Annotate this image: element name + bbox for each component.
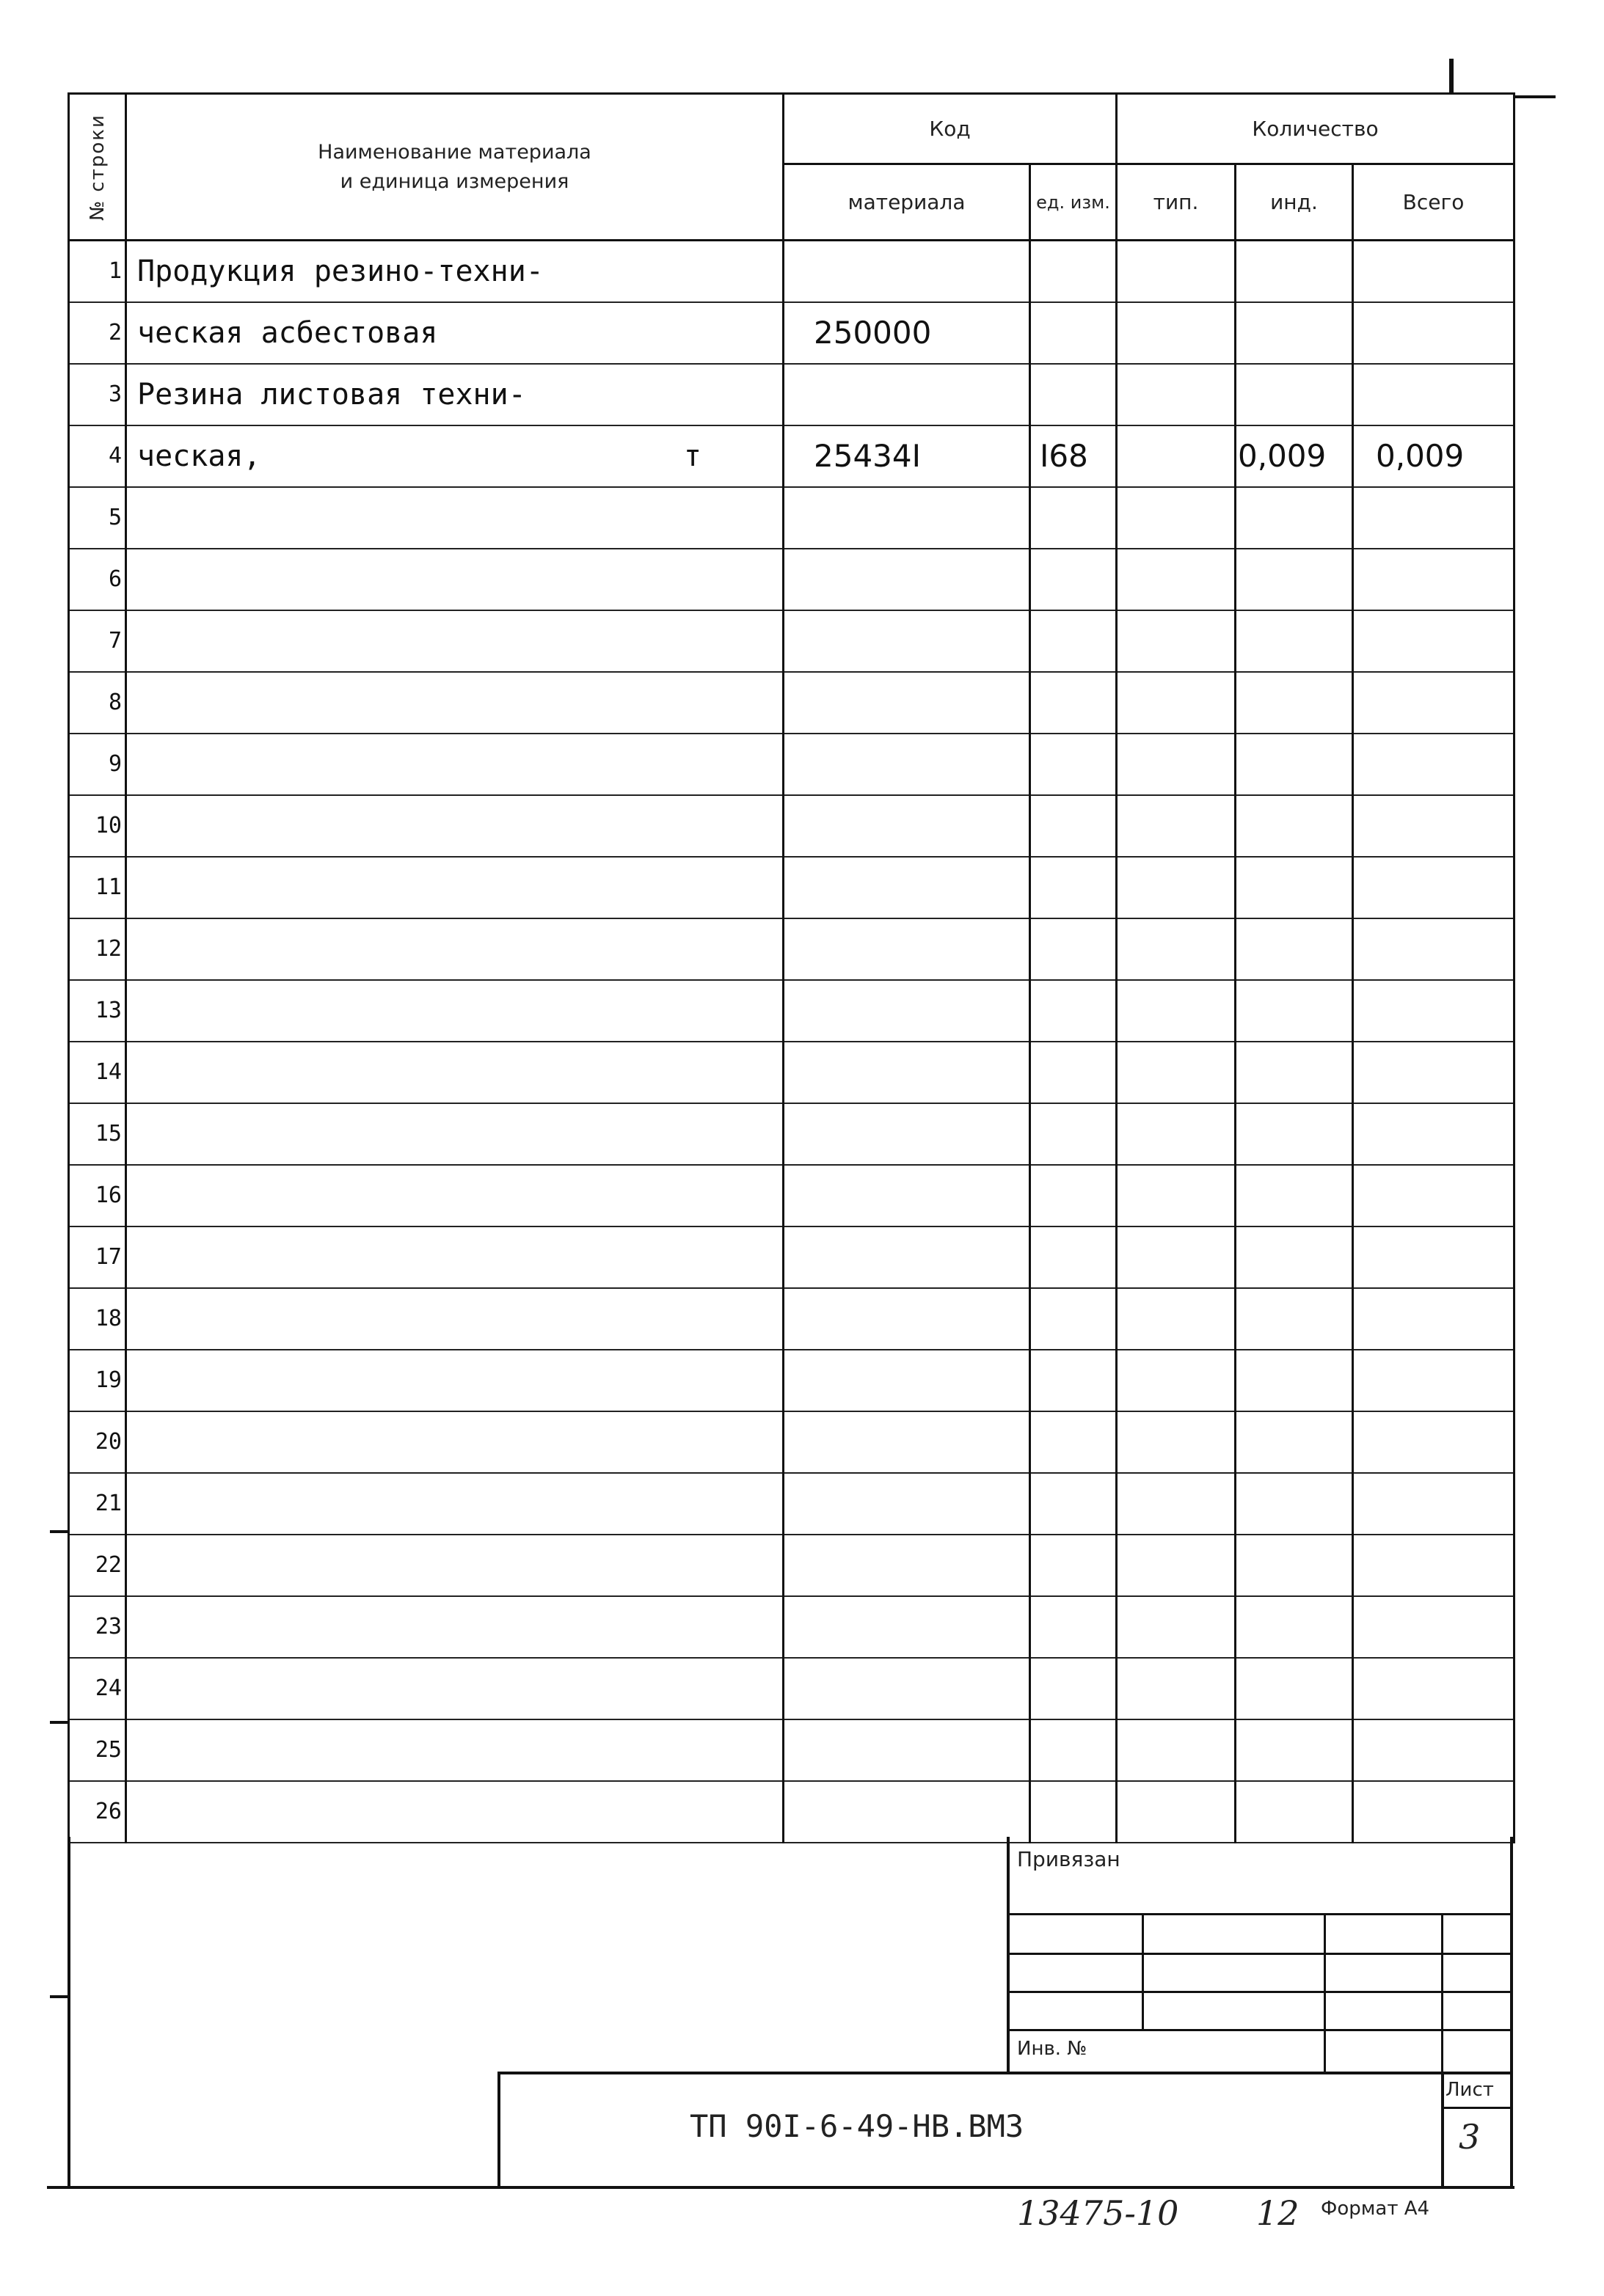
material-code: 25434I — [784, 425, 1030, 487]
table-row — [69, 1411, 1514, 1473]
qty-ind — [1236, 1596, 1353, 1658]
unit-code — [1030, 1535, 1117, 1596]
material-code — [784, 795, 1030, 857]
material-code — [784, 918, 1030, 980]
material-name — [126, 364, 784, 425]
qty-ind — [1236, 795, 1353, 857]
unit-code — [1030, 795, 1117, 857]
qty-total — [1353, 1103, 1514, 1165]
material-name — [126, 1103, 784, 1165]
material-name-header: Наименование материала и единица измерения — [126, 94, 784, 241]
qty-ind-header: инд. — [1236, 164, 1353, 241]
row-number: 8 — [69, 672, 126, 734]
material-name-text: Продукция резино-техни- — [137, 254, 544, 288]
quantity-group-header: Количество — [1117, 94, 1514, 164]
qty-ind — [1236, 672, 1353, 734]
material-name — [126, 302, 784, 364]
qty-ind — [1236, 1535, 1353, 1596]
material-code — [784, 1719, 1030, 1781]
material-code — [784, 1288, 1030, 1350]
measure-unit: т — [683, 439, 701, 473]
material-name — [126, 1288, 784, 1350]
material-name — [126, 1226, 784, 1288]
row-number: 22 — [69, 1535, 126, 1596]
material-code — [784, 549, 1030, 610]
qty-ind — [1236, 1103, 1353, 1165]
qty-type — [1117, 1781, 1236, 1843]
qty-type — [1117, 610, 1236, 672]
table-row — [69, 302, 1514, 364]
material-name — [126, 1596, 784, 1658]
code-group-header: Код — [784, 94, 1117, 164]
qty-ind — [1236, 610, 1353, 672]
qty-total — [1353, 1719, 1514, 1781]
material-code — [784, 1350, 1030, 1411]
document-code: ТП 90I-6-49-НВ.ВМЗ — [690, 2108, 1024, 2144]
qty-total — [1353, 1350, 1514, 1411]
qty-total — [1353, 1596, 1514, 1658]
divider — [1324, 1915, 1326, 2074]
material-name — [126, 487, 784, 549]
frame-bottom-line — [47, 2186, 1514, 2189]
row-number: 11 — [69, 857, 126, 918]
table-body — [69, 241, 1514, 1843]
divider — [1142, 1915, 1144, 2029]
qty-total — [1353, 980, 1514, 1042]
qty-type — [1117, 795, 1236, 857]
qty-total — [1353, 734, 1514, 795]
qty-total-header: Всего — [1353, 164, 1514, 241]
qty-total — [1353, 364, 1514, 425]
unit-code — [1030, 1226, 1117, 1288]
unit-code — [1030, 1719, 1117, 1781]
table-row — [69, 734, 1514, 795]
qty-total — [1353, 549, 1514, 610]
row-number: 25 — [69, 1719, 126, 1781]
row-number: 6 — [69, 549, 126, 610]
table-row — [69, 1103, 1514, 1165]
table-row — [69, 857, 1514, 918]
material-name — [126, 1658, 784, 1719]
row-number: 23 — [69, 1596, 126, 1658]
table-row — [69, 795, 1514, 857]
materials-table — [68, 92, 1515, 1843]
qty-ind — [1236, 1658, 1353, 1719]
row-number: 14 — [69, 1042, 126, 1103]
qty-total — [1353, 241, 1514, 302]
divider — [1441, 1915, 1443, 2074]
qty-type — [1117, 1350, 1236, 1411]
divider — [1007, 1953, 1513, 1955]
qty-total — [1353, 1288, 1514, 1350]
qty-ind — [1236, 1165, 1353, 1226]
qty-type — [1117, 425, 1236, 487]
row-number: 16 — [69, 1165, 126, 1226]
inventory-label: Инв. № — [1017, 2038, 1087, 2060]
unit-code — [1030, 1042, 1117, 1103]
unit-code — [1030, 672, 1117, 734]
qty-total — [1353, 1473, 1514, 1535]
material-name — [126, 1165, 784, 1226]
material-code — [784, 1473, 1030, 1535]
qty-type — [1117, 302, 1236, 364]
material-name — [126, 857, 784, 918]
row-number: 9 — [69, 734, 126, 795]
row-number: 19 — [69, 1350, 126, 1411]
sheet-label: Лист — [1446, 2079, 1494, 2101]
material-name — [126, 1473, 784, 1535]
table-row — [69, 1288, 1514, 1350]
material-code — [784, 1226, 1030, 1288]
material-name — [126, 1350, 784, 1411]
material-code — [784, 1411, 1030, 1473]
material-name — [126, 1719, 784, 1781]
row-number: 13 — [69, 980, 126, 1042]
format-label: Формат А4 — [1321, 2198, 1430, 2220]
qty-type — [1117, 1103, 1236, 1165]
unit-code — [1030, 918, 1117, 980]
qty-type — [1117, 549, 1236, 610]
unit-code — [1030, 549, 1117, 610]
row-number: 18 — [69, 1288, 126, 1350]
material-name — [126, 1042, 784, 1103]
qty-total — [1353, 1781, 1514, 1843]
row-number: 10 — [69, 795, 126, 857]
qty-total — [1353, 1658, 1514, 1719]
qty-ind — [1236, 1350, 1353, 1411]
qty-type — [1117, 1288, 1236, 1350]
unit-code: I68 — [1030, 425, 1117, 487]
qty-type — [1117, 1535, 1236, 1596]
margin-tick — [50, 1530, 68, 1533]
page-number: 12 — [1256, 2193, 1299, 2233]
archive-number: 13475-10 — [1017, 2193, 1179, 2233]
unit-code — [1030, 1658, 1117, 1719]
unit-code — [1030, 1288, 1117, 1350]
unit-code — [1030, 857, 1117, 918]
material-name — [126, 918, 784, 980]
qty-ind — [1236, 549, 1353, 610]
page-mark — [1449, 59, 1454, 92]
qty-total — [1353, 795, 1514, 857]
divider — [1007, 2029, 1513, 2031]
divider — [497, 2072, 500, 2186]
row-number: 12 — [69, 918, 126, 980]
table-row — [69, 1350, 1514, 1411]
material-code — [784, 1535, 1030, 1596]
qty-total — [1353, 1165, 1514, 1226]
table-row — [69, 1473, 1514, 1535]
material-name — [126, 1411, 784, 1473]
qty-total — [1353, 1042, 1514, 1103]
unit-code — [1030, 241, 1117, 302]
qty-total — [1353, 672, 1514, 734]
material-code: 250000 — [784, 302, 1030, 364]
material-code-header: материала — [784, 164, 1030, 241]
table-row — [69, 241, 1514, 302]
qty-type — [1117, 734, 1236, 795]
material-code — [784, 1042, 1030, 1103]
material-code — [784, 364, 1030, 425]
material-name — [126, 425, 784, 487]
qty-total — [1353, 487, 1514, 549]
qty-type — [1117, 364, 1236, 425]
divider — [1441, 2072, 1444, 2186]
qty-type — [1117, 1042, 1236, 1103]
frame-stub — [1513, 95, 1556, 98]
qty-type — [1117, 1165, 1236, 1226]
qty-type — [1117, 672, 1236, 734]
material-name — [126, 672, 784, 734]
row-number: 24 — [69, 1658, 126, 1719]
divider — [497, 2072, 1513, 2074]
material-name — [126, 980, 784, 1042]
material-code — [784, 1103, 1030, 1165]
divider — [1007, 1913, 1513, 1915]
qty-ind — [1236, 302, 1353, 364]
unit-code — [1030, 364, 1117, 425]
divider — [1007, 1991, 1513, 1993]
unit-code — [1030, 1411, 1117, 1473]
row-number: 17 — [69, 1226, 126, 1288]
table-row — [69, 487, 1514, 549]
material-name-text: ческая асбестовая — [137, 315, 438, 350]
qty-ind — [1236, 1473, 1353, 1535]
unit-code-header: ед. изм. — [1030, 164, 1117, 241]
qty-ind — [1236, 1781, 1353, 1843]
qty-ind — [1236, 1226, 1353, 1288]
unit-code — [1030, 734, 1117, 795]
table-row — [69, 364, 1514, 425]
qty-type — [1117, 857, 1236, 918]
qty-total — [1353, 857, 1514, 918]
margin-tick — [50, 1995, 68, 1998]
material-name — [126, 1781, 784, 1843]
qty-type — [1117, 1658, 1236, 1719]
qty-type — [1117, 1226, 1236, 1288]
material-name — [126, 734, 784, 795]
qty-ind: 0,009 — [1236, 425, 1353, 487]
material-name — [126, 549, 784, 610]
qty-type — [1117, 980, 1236, 1042]
qty-type — [1117, 1473, 1236, 1535]
qty-ind — [1236, 487, 1353, 549]
table-row — [69, 1535, 1514, 1596]
row-number: 7 — [69, 610, 126, 672]
row-number-header: № строки — [69, 94, 126, 241]
table-row — [69, 1781, 1514, 1843]
qty-ind — [1236, 241, 1353, 302]
material-code — [784, 672, 1030, 734]
material-name — [126, 241, 784, 302]
qty-ind — [1236, 1042, 1353, 1103]
material-code — [784, 857, 1030, 918]
material-code — [784, 980, 1030, 1042]
qty-type — [1117, 918, 1236, 980]
qty-total — [1353, 1535, 1514, 1596]
qty-type — [1117, 1719, 1236, 1781]
qty-ind — [1236, 1288, 1353, 1350]
row-number: 21 — [69, 1473, 126, 1535]
qty-ind — [1236, 980, 1353, 1042]
row-number: 3 — [69, 364, 126, 425]
material-code — [784, 487, 1030, 549]
table-row — [69, 1596, 1514, 1658]
row-number: 20 — [69, 1411, 126, 1473]
table-row — [69, 980, 1514, 1042]
title-block — [68, 1837, 1513, 2189]
table-row — [69, 1042, 1514, 1103]
table-row — [69, 1226, 1514, 1288]
qty-type — [1117, 487, 1236, 549]
unit-code — [1030, 1165, 1117, 1226]
material-name-text: Резина листовая техни- — [137, 377, 526, 412]
row-number: 2 — [69, 302, 126, 364]
row-number: 4 — [69, 425, 126, 487]
divider — [1007, 1837, 1010, 2074]
material-name — [126, 795, 784, 857]
unit-code — [1030, 1473, 1117, 1535]
qty-ind — [1236, 918, 1353, 980]
unit-code — [1030, 1781, 1117, 1843]
material-code — [784, 610, 1030, 672]
unit-code — [1030, 302, 1117, 364]
qty-total — [1353, 1226, 1514, 1288]
material-code — [784, 241, 1030, 302]
table-row — [69, 549, 1514, 610]
material-name — [126, 1535, 784, 1596]
qty-ind — [1236, 364, 1353, 425]
row-number: 15 — [69, 1103, 126, 1165]
table-row — [69, 1165, 1514, 1226]
qty-total — [1353, 302, 1514, 364]
table-row — [69, 610, 1514, 672]
unit-code — [1030, 1350, 1117, 1411]
row-number: 26 — [69, 1781, 126, 1843]
margin-tick — [50, 1721, 68, 1724]
sheet-number: 3 — [1459, 2117, 1481, 2157]
qty-ind — [1236, 734, 1353, 795]
material-code — [784, 1658, 1030, 1719]
qty-type — [1117, 1411, 1236, 1473]
table-row — [69, 672, 1514, 734]
unit-code — [1030, 1103, 1117, 1165]
qty-type-header: тип. — [1117, 164, 1236, 241]
qty-total — [1353, 1411, 1514, 1473]
table-row — [69, 425, 1514, 487]
table-row — [69, 1658, 1514, 1719]
unit-code — [1030, 1596, 1117, 1658]
divider — [1441, 2107, 1513, 2109]
qty-total: 0,009 — [1353, 425, 1514, 487]
row-number: 5 — [69, 487, 126, 549]
material-code — [784, 1781, 1030, 1843]
qty-total — [1353, 610, 1514, 672]
material-code — [784, 1165, 1030, 1226]
unit-code — [1030, 487, 1117, 549]
material-name — [126, 610, 784, 672]
qty-type — [1117, 1596, 1236, 1658]
unit-code — [1030, 610, 1117, 672]
qty-type — [1117, 241, 1236, 302]
row-number: 1 — [69, 241, 126, 302]
table-row — [69, 1719, 1514, 1781]
material-code — [784, 1596, 1030, 1658]
material-code — [784, 734, 1030, 795]
qty-ind — [1236, 1411, 1353, 1473]
qty-ind — [1236, 857, 1353, 918]
table-row — [69, 918, 1514, 980]
bound-label: Привязан — [1017, 1847, 1120, 1871]
qty-total — [1353, 918, 1514, 980]
unit-code — [1030, 980, 1117, 1042]
material-name-text: ческая, — [137, 439, 261, 473]
qty-ind — [1236, 1719, 1353, 1781]
